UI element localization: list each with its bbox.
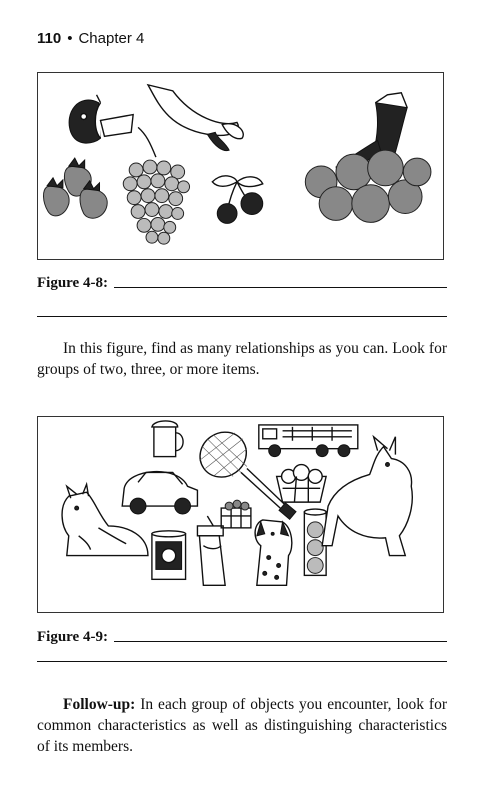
figure-4-9-illustration xyxy=(37,416,444,613)
dalmatian-dog-icon xyxy=(255,520,292,585)
page-header xyxy=(37,30,144,47)
figure-4-8-answer-line[interactable] xyxy=(114,287,447,288)
objects-animals-drawing xyxy=(38,417,443,612)
beer-mug-icon xyxy=(152,421,183,457)
figure-4-8-answer-line-2[interactable] xyxy=(37,316,447,317)
figure-4-8-label: Figure 4-8: xyxy=(37,275,108,291)
strawberries-icon xyxy=(43,158,107,218)
follow-up-paragraph xyxy=(37,694,447,757)
car-icon xyxy=(122,472,197,514)
can-icon xyxy=(152,531,186,580)
cherries-icon xyxy=(212,176,262,224)
figure-4-8-illustration xyxy=(37,72,444,260)
grapes-icon xyxy=(123,127,189,244)
figure-4-9-answer-line-2[interactable] xyxy=(37,661,447,662)
figure-4-9-answer-line[interactable] xyxy=(114,641,447,642)
follow-up-text: In each group of objects you encounter, look for common characteristics as well as distinguishing characteristics of its members. xyxy=(37,696,447,755)
fruit-vegetable-drawing xyxy=(38,73,443,259)
spray-bottle-icon xyxy=(197,516,225,585)
figure-4-9-label: Figure 4-9: xyxy=(37,629,108,645)
figure-4-8-caption xyxy=(37,272,447,292)
instruction-paragraph: In this figure, find as many relationships as you can. Look for groups of two, three, or more items. xyxy=(37,340,447,378)
header-separator: • xyxy=(67,30,73,47)
fruit-basket-icon xyxy=(277,465,326,503)
figure-4-9-caption xyxy=(37,626,447,646)
chapter-title: Chapter 4 xyxy=(78,30,145,47)
fire-engine-icon xyxy=(259,425,358,457)
follow-up-label: Follow-up: xyxy=(63,696,136,713)
berry-box-icon xyxy=(221,500,251,528)
banana-icon xyxy=(148,85,243,151)
broccoli-icon xyxy=(305,93,431,223)
apple-icon xyxy=(69,95,133,143)
german-shepherd-icon xyxy=(322,437,412,556)
page-number: 110 xyxy=(37,30,62,47)
